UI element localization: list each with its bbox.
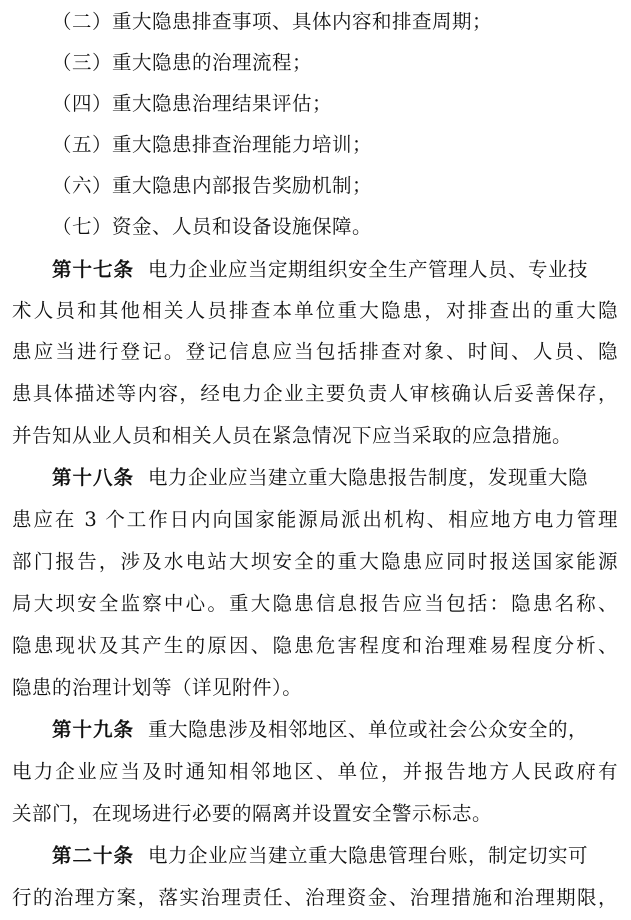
article-title: 第二十条 [52,844,135,867]
article-title: 第十七条 [52,258,135,281]
list-item: （三）重大隐患的治理流程； [52,51,313,74]
article-first-line [52,717,588,743]
article-text-line: 患应在 3 个工作日内向国家能源局派出机构、相应地方电力管理 [12,508,618,531]
article-text: 电力企业应当定期组织安全生产管理人员、专业技 [148,258,589,281]
article-text-line: 关部门，在现场进行必要的隔离并设置安全警示标志。 [12,802,493,825]
article-text-line: 电力企业应当及时通知相邻地区、单位，并报告地方人民政府有 [12,760,618,783]
article-text-line: 患应当进行登记。登记信息应当包括排查对象、时间、人员、隐 [12,340,618,363]
article-text-line: 患具体描述等内容，经电力企业主要负责人审核确认后妥善保存， [12,382,618,405]
article-text-line: 部门报告，涉及水电站大坝安全的重大隐患应同时报送国家能源 [12,550,618,573]
list-item: （五）重大隐患排查治理能力培训； [52,133,373,156]
list-item: （二）重大隐患排查事项、具体内容和排查周期； [52,10,493,33]
article-text: 电力企业应当建立重大隐患报告制度，发现重大隐 [148,466,589,489]
article-text: 电力企业应当建立重大隐患管理台账，制定切实可 [148,844,589,867]
article-text-line: 局大坝安全监察中心。重大隐患信息报告应当包括：隐患名称、 [12,592,618,615]
article-text-line: 并告知从业人员和相关人员在紧急情况下应当采取的应急措施。 [12,424,573,447]
article-first-line [52,257,588,283]
article-title: 第十九条 [52,718,135,741]
article-text-line: 术人员和其他相关人员排查本单位重大隐患，对排查出的重大隐 [12,299,618,322]
list-item: （七）资金、人员和设备设施保障。 [52,215,373,238]
article-title: 第十八条 [52,466,135,489]
list-item: （六）重大隐患内部报告奖励机制； [52,174,373,197]
article-text-line: 隐患现状及其产生的原因、隐患危害程度和治理难易程度分析、 [12,634,618,657]
list-item: （四）重大隐患治理结果评估； [52,92,333,115]
article-first-line [52,843,588,869]
article-text: 重大隐患涉及相邻地区、单位或社会公众安全的， [148,718,589,741]
article-text-line: 行的治理方案，落实治理责任、治理资金、治理措施和治理期限， [12,886,618,909]
article-text-line: 隐患的治理计划等（详见附件）。 [12,676,303,699]
article-first-line [52,465,588,491]
